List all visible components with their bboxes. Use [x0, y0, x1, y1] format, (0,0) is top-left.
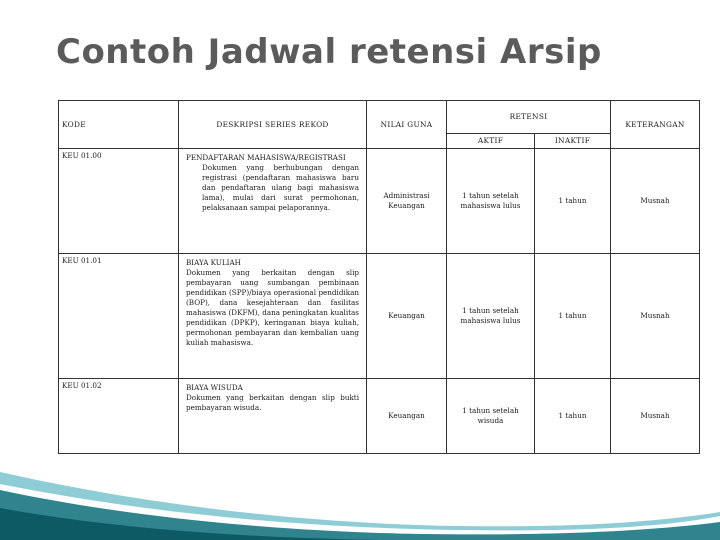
- table-row: [59, 379, 700, 454]
- slide-decoration-ribbon: [0, 450, 720, 540]
- retention-schedule-table-wrapper: [58, 100, 699, 452]
- row-nilai-guna-1: Administrasi: [383, 191, 430, 200]
- table-row: [59, 254, 700, 379]
- row-inaktif: 1 tahun: [535, 379, 611, 454]
- header-inaktif: INAKTIF: [535, 134, 611, 149]
- table-row: [59, 149, 700, 254]
- row-kode: KEU 01.00: [59, 149, 179, 254]
- header-deskripsi: DESKRIPSI SERIES REKOD: [179, 101, 367, 149]
- row-description: Dokumen yang berkaitan dengan slip pembayaran uang sumbangan pembinaan pendidikan (SPP)/biaya operasional pendidikan (BOP), dana kesejahteraan dan fasilitas mahasiswa (DKFM), dana peningkatan kualitas pendidikan (DPKP), keringanan biaya kuliah, permohonan pembayaran dan kembalian uang kuliah mahasiswa.: [186, 268, 359, 347]
- retention-schedule-table: [58, 100, 700, 454]
- row-nilai-guna: Keuangan: [367, 379, 447, 454]
- row-title: BIAYA WISUDA: [186, 383, 243, 392]
- row-kode: KEU 01.02: [59, 379, 179, 454]
- row-aktif: 1 tahun setelah wisuda: [447, 379, 535, 454]
- row-description: Dokumen yang berhubungan dengan registrasi (pendaftaran mahasiswa baru dan pendaftaran ulang bagi mahasiswa lama), mulai dari surat permohonan, pelaksanaan sampai pelaporannya.: [202, 163, 359, 212]
- header-nilai-guna: NILAI GUNA: [367, 101, 447, 149]
- row-keterangan: Musnah: [611, 254, 700, 379]
- row-nilai-guna-2: Keuangan: [388, 201, 425, 210]
- row-nilai-guna: Keuangan: [367, 254, 447, 379]
- header-kode: KODE: [59, 101, 179, 149]
- row-title: PENDAFTARAN MAHASISWA/REGISTRASI: [186, 153, 346, 162]
- row-aktif: 1 tahun setelah mahasiswa lulus: [447, 149, 535, 254]
- row-keterangan: Musnah: [611, 379, 700, 454]
- row-nilai-guna: [367, 149, 447, 254]
- row-description-cell: [179, 254, 367, 379]
- row-aktif: 1 tahun setelah mahasiswa lulus: [447, 254, 535, 379]
- row-description-cell: [179, 149, 367, 254]
- header-retensi: RETENSI: [447, 101, 611, 134]
- header-keterangan: KETERANGAN: [611, 101, 700, 149]
- header-aktif: AKTIF: [447, 134, 535, 149]
- row-description-cell: [179, 379, 367, 454]
- slide-title: Contoh Jadwal retensi Arsip: [56, 32, 602, 72]
- row-description: Dokumen yang berkaitan dengan slip bukti pembayaran wisuda.: [186, 393, 359, 412]
- row-inaktif: 1 tahun: [535, 149, 611, 254]
- row-inaktif: 1 tahun: [535, 254, 611, 379]
- row-keterangan: Musnah: [611, 149, 700, 254]
- row-kode: KEU 01.01: [59, 254, 179, 379]
- row-title: BIAYA KULIAH: [186, 258, 241, 267]
